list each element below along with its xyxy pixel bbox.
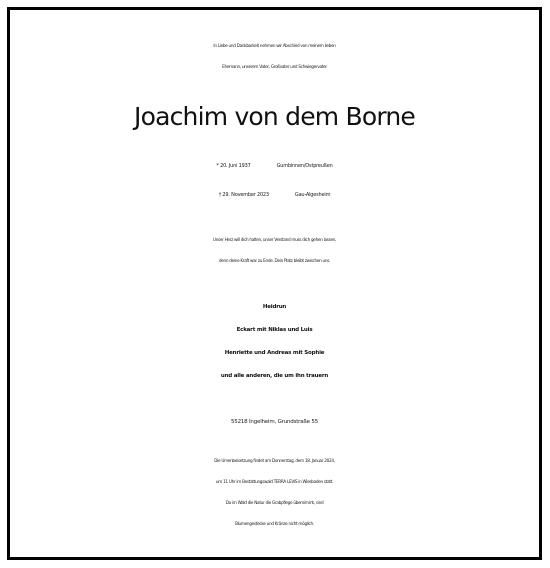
mourner-line-4: und alle anderen, die um ihn trauern <box>220 373 329 379</box>
obituary-notice <box>7 7 542 560</box>
death-date: † 29. November 2023 <box>218 192 269 198</box>
funeral-line-2: um 11 Uhr im Bestattungswald TERRA LEVIS in Wiesbaden statt. <box>215 479 334 484</box>
funeral-line-4: Blumengestecke und Kränze nicht möglich. <box>235 521 314 526</box>
death-line <box>10 192 539 198</box>
verse-line-2: denn deine Kraft war zu Ende. Dein Platz bleibt zwischen uns. <box>218 258 331 263</box>
verse-line-1: Unser Herz will dich halten, unser Verstand muss dich gehen lassen, <box>212 237 337 242</box>
death-place: Gau-Algesheim <box>294 192 331 198</box>
deceased-name: Joachim von dem Borne <box>134 102 415 131</box>
funeral-line-3: Da im Wald die Natur die Grabpflege übernimmt, sind <box>225 500 324 505</box>
mourner-line-1: Heidrun <box>262 304 287 310</box>
intro-line-1: In Liebe und Dankbarkeit nehmen wir Abschied von meinem lieben <box>213 43 336 48</box>
mourner-line-3: Henriette und Andreas mit Sophie <box>224 350 325 356</box>
birth-place: Gumbinnen/Ostpreußen <box>276 163 333 169</box>
birth-date: * 20. Juni 1937 <box>216 163 251 169</box>
mourner-address: 55218 Ingelheim, Grundstraße 55 <box>230 419 319 425</box>
intro-line-2: Ehemann, unserem Vater, Großvater und Schwiegervater <box>222 64 327 69</box>
funeral-line-1: Die Urnenbeisetzung findet am Donnerstag, dem 18. Januar 2024, <box>214 458 335 463</box>
mourner-line-2: Eckart mit Niklas und Luis <box>236 327 313 333</box>
birth-line <box>10 163 539 169</box>
